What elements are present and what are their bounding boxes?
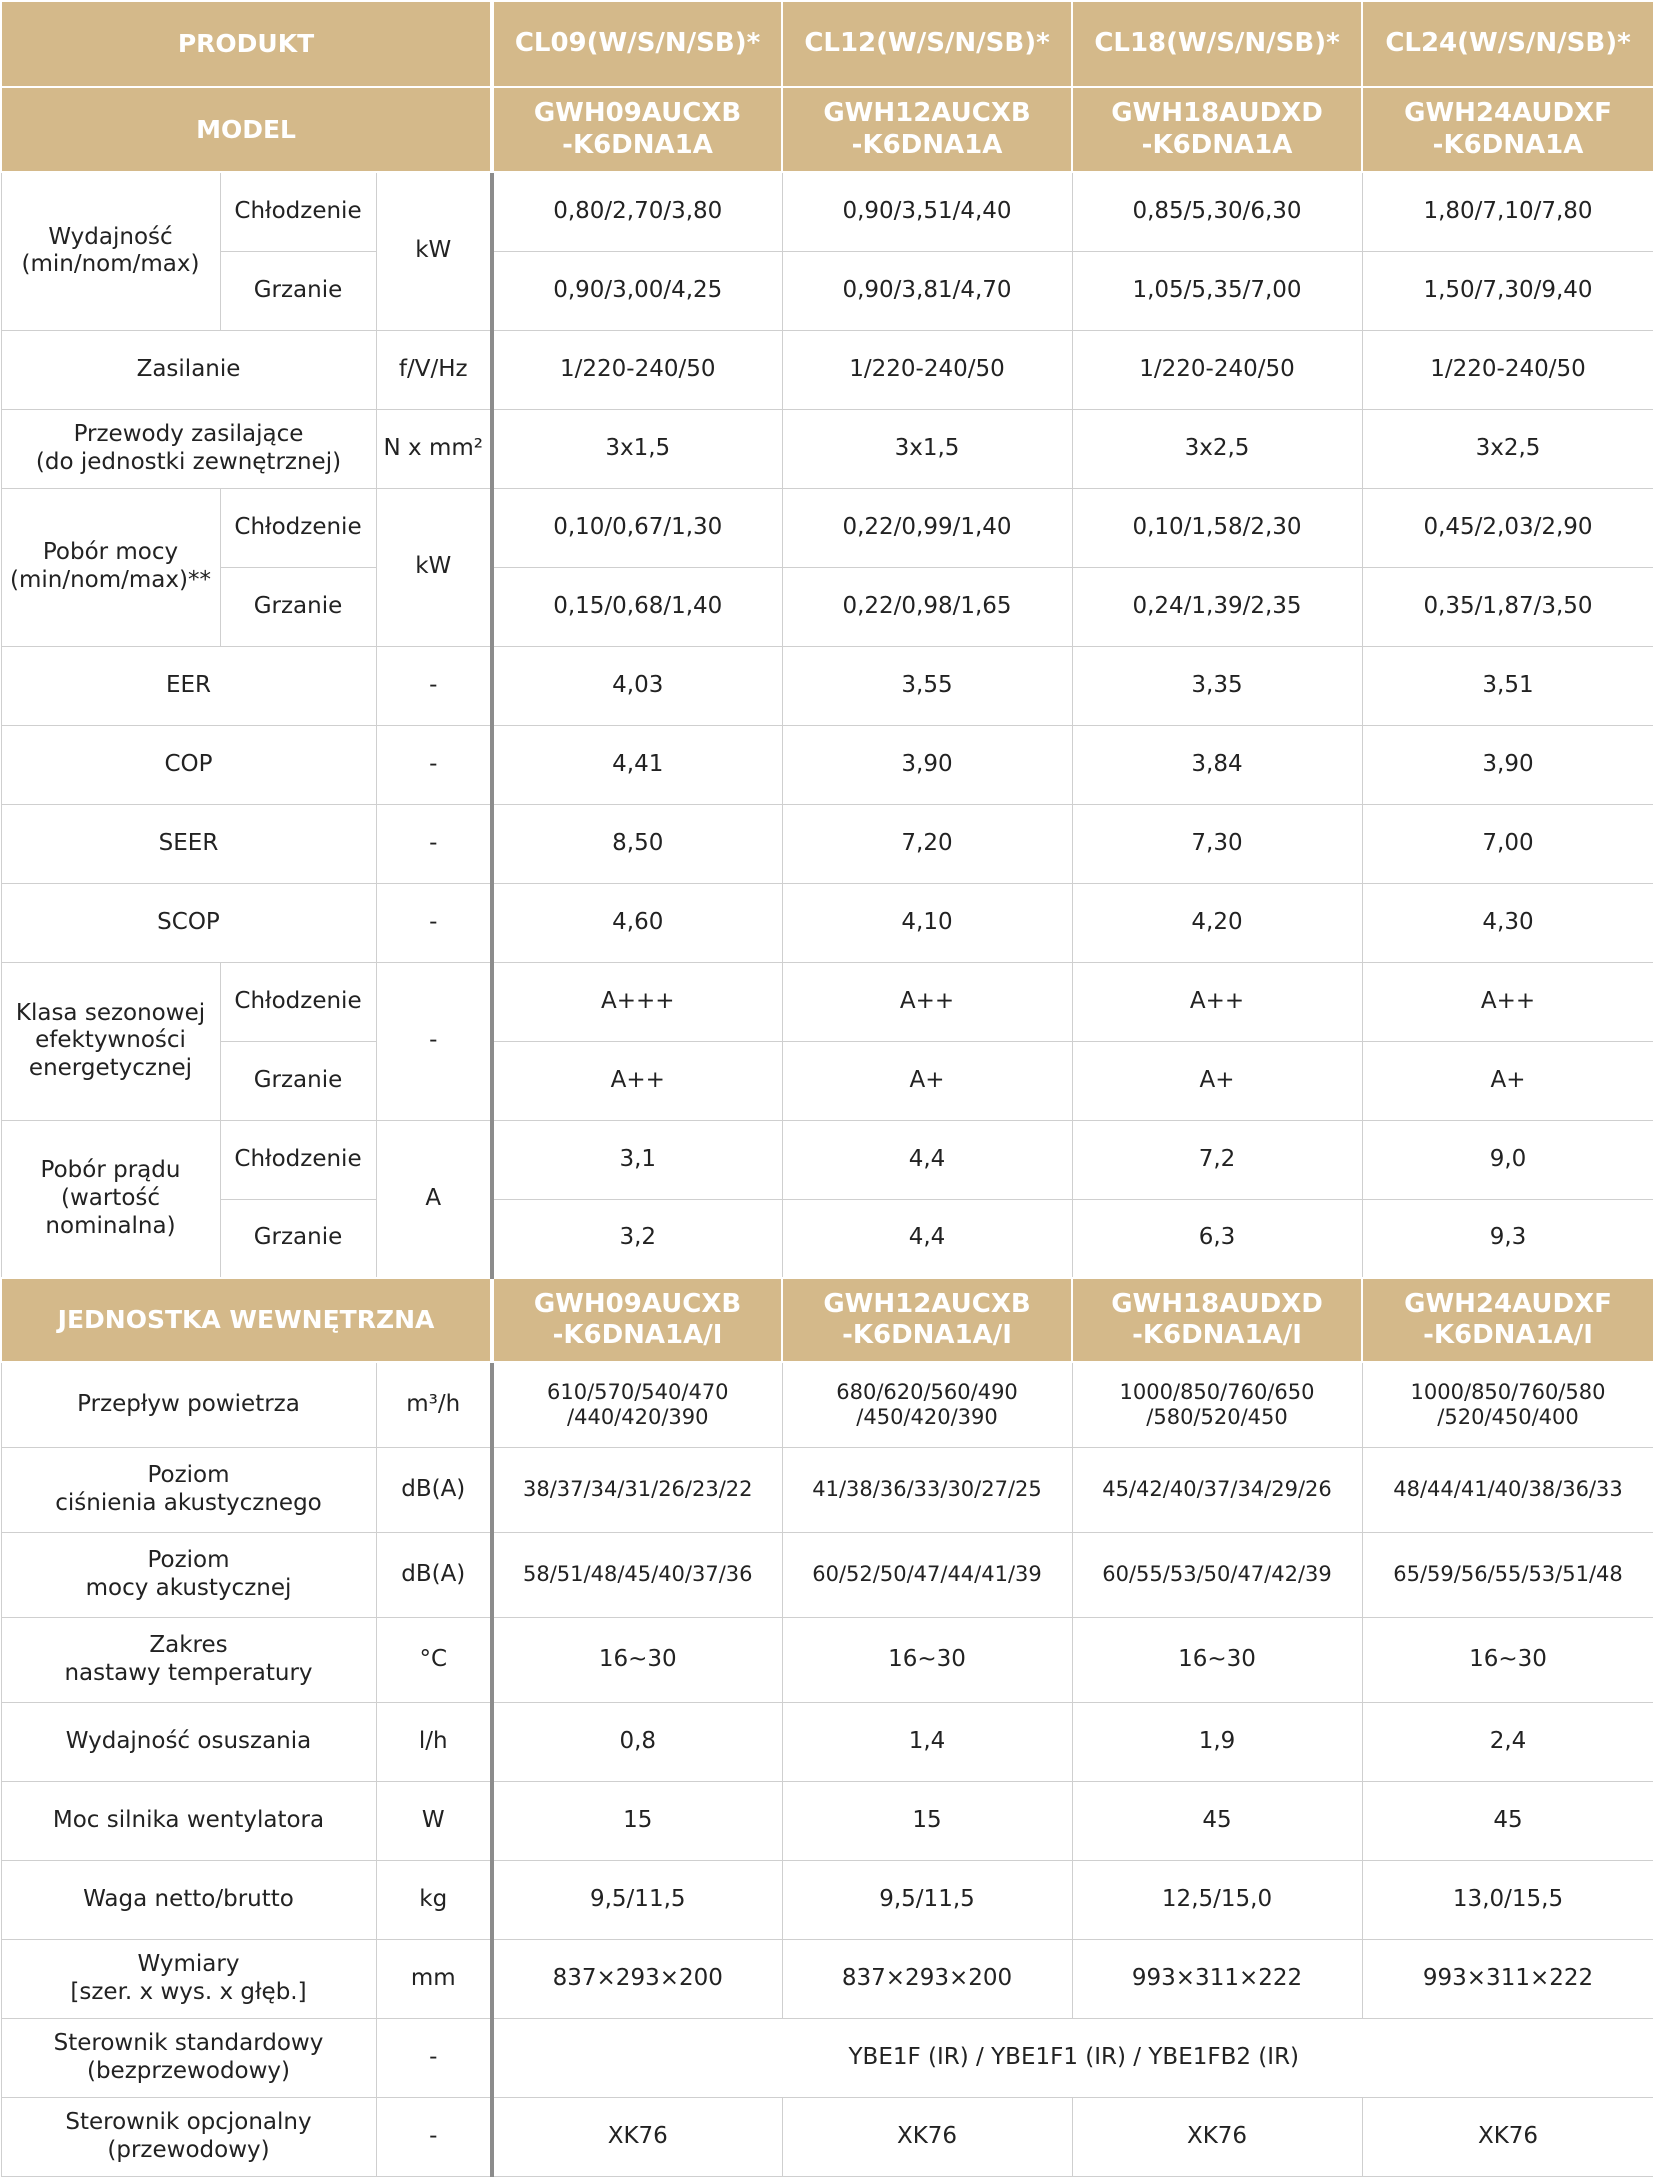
value-cell: 16~30 <box>1072 1617 1362 1702</box>
value-cell: 16~30 <box>782 1617 1072 1702</box>
model-name-line: GWH18AUDXD <box>1111 98 1323 129</box>
row-label-line: Wymiary <box>137 1950 240 1977</box>
value-cell: 2,4 <box>1362 1702 1653 1781</box>
unit-cell: - <box>376 804 492 883</box>
indoor-model-name-line: -K6DNA1A/I <box>1132 1320 1302 1350</box>
table-row <box>1 409 1653 488</box>
value-cell: 837×293×200 <box>492 1939 782 2018</box>
value-cell <box>1362 1362 1653 1447</box>
value-cell: 8,50 <box>492 804 782 883</box>
unit-cell: - <box>376 962 492 1120</box>
value-cell: 3,51 <box>1362 646 1653 725</box>
value-cell: 7,00 <box>1362 804 1653 883</box>
value-cell: A+ <box>1362 1041 1653 1120</box>
value-cell: 993×311×222 <box>1072 1939 1362 2018</box>
value-cell: 0,85/5,30/6,30 <box>1072 172 1362 251</box>
row-label-line: Przewody zasilające <box>73 420 304 447</box>
value-cell-line: /440/420/390 <box>567 1404 709 1429</box>
table-row <box>1 1617 1653 1702</box>
value-cell: 3x2,5 <box>1072 409 1362 488</box>
value-cell <box>1072 1362 1362 1447</box>
value-cell: 0,22/0,98/1,65 <box>782 567 1072 646</box>
value-cell: 7,20 <box>782 804 1072 883</box>
table-row <box>1 725 1653 804</box>
value-cell: 1/220-240/50 <box>492 330 782 409</box>
controller-value: YBE1F (IR) / YBE1F1 (IR) / YBE1FB2 (IR) <box>492 2018 1653 2097</box>
table-row <box>1 1447 1653 1532</box>
value-cell: 12,5/15,0 <box>1072 1860 1362 1939</box>
value-cell: 4,41 <box>492 725 782 804</box>
row-label-line: nominalna) <box>45 1212 176 1239</box>
row-label-line: Pobór prądu <box>40 1157 181 1184</box>
value-cell: 0,10/0,67/1,30 <box>492 488 782 567</box>
value-cell: 3,90 <box>1362 725 1653 804</box>
value-cell-line: 1000/850/760/580 <box>1410 1379 1606 1404</box>
unit-cell: N x mm² <box>376 409 492 488</box>
value-cell: 837×293×200 <box>782 1939 1072 2018</box>
table-row <box>1 1120 1653 1199</box>
value-cell: 3,1 <box>492 1120 782 1199</box>
row-label: Zasilanie <box>1 330 376 409</box>
value-cell: 45/42/40/37/34/29/26 <box>1072 1447 1362 1532</box>
value-cell: A++ <box>492 1041 782 1120</box>
value-cell: XK76 <box>782 2097 1072 2176</box>
table-row <box>1 2097 1653 2176</box>
unit-cell: kW <box>376 488 492 646</box>
row-label-line: energetycznej <box>28 1054 193 1081</box>
row-label <box>1 409 376 488</box>
value-cell-line: /450/420/390 <box>856 1404 998 1429</box>
model-name <box>1072 87 1362 172</box>
value-cell: 41/38/36/33/30/27/25 <box>782 1447 1072 1532</box>
value-cell: A++ <box>782 962 1072 1041</box>
value-cell: A++ <box>1072 962 1362 1041</box>
model-name-line: -K6DNA1A <box>1432 129 1584 160</box>
indoor-model-name-line: GWH24AUDXF <box>1404 1288 1612 1319</box>
row-label <box>1 2018 376 2097</box>
indoor-model-name-line: GWH09AUCXB <box>533 1288 742 1319</box>
value-cell: XK76 <box>1072 2097 1362 2176</box>
row-sublabel: Chłodzenie <box>220 172 376 251</box>
value-cell: 0,10/1,58/2,30 <box>1072 488 1362 567</box>
unit-cell: W <box>376 1781 492 1860</box>
value-cell: XK76 <box>492 2097 782 2176</box>
row-label-line: [szer. x wys. x głęb.] <box>70 1978 307 2005</box>
unit-cell: - <box>376 2018 492 2097</box>
value-cell: 0,90/3,81/4,70 <box>782 251 1072 330</box>
produkt-name: CL09(W/S/N/SB)* <box>492 1 782 87</box>
indoor-model-name-line: -K6DNA1A/I <box>552 1320 723 1350</box>
value-cell: 16~30 <box>492 1617 782 1702</box>
value-cell: 7,30 <box>1072 804 1362 883</box>
value-cell: 1,05/5,35/7,00 <box>1072 251 1362 330</box>
table-row <box>1 804 1653 883</box>
unit-cell: °C <box>376 1617 492 1702</box>
unit-cell: kg <box>376 1860 492 1939</box>
row-sublabel: Chłodzenie <box>220 488 376 567</box>
unit-cell: kW <box>376 172 492 330</box>
row-sublabel: Grzanie <box>220 1199 376 1278</box>
table-row <box>1 1939 1653 2018</box>
indoor-section-header: JEDNOSTKA WEWNĘTRZNA <box>1 1278 492 1362</box>
table-row <box>1 646 1653 725</box>
table-row <box>1 2018 1653 2097</box>
value-cell: 65/59/56/55/53/51/48 <box>1362 1532 1653 1617</box>
value-cell: 45 <box>1072 1781 1362 1860</box>
value-cell: 15 <box>782 1781 1072 1860</box>
row-label-line: (min/nom/max) <box>21 251 200 278</box>
model-name-line: GWH12AUCXB <box>823 98 1031 129</box>
row-sublabel: Chłodzenie <box>220 1120 376 1199</box>
row-label: Moc silnika wentylatora <box>1 1781 376 1860</box>
table-row <box>1 962 1653 1041</box>
row-label-line: Poziom <box>147 1461 230 1488</box>
model-name-line: GWH24AUDXF <box>1404 98 1612 129</box>
produkt-name: CL18(W/S/N/SB)* <box>1072 1 1362 87</box>
value-cell-line: 610/570/540/470 <box>546 1379 729 1404</box>
value-cell: 0,80/2,70/3,80 <box>492 172 782 251</box>
table-row <box>1 883 1653 962</box>
value-cell-line: /520/450/400 <box>1437 1404 1579 1429</box>
value-cell: 0,24/1,39/2,35 <box>1072 567 1362 646</box>
value-cell: 9,3 <box>1362 1199 1653 1278</box>
value-cell: 4,4 <box>782 1199 1072 1278</box>
value-cell: 3,90 <box>782 725 1072 804</box>
model-header: MODEL <box>1 87 492 172</box>
row-sublabel: Grzanie <box>220 567 376 646</box>
value-cell: 0,15/0,68/1,40 <box>492 567 782 646</box>
unit-cell: A <box>376 1120 492 1278</box>
value-cell: 1/220-240/50 <box>782 330 1072 409</box>
value-cell: XK76 <box>1362 2097 1653 2176</box>
unit-cell: mm <box>376 1939 492 2018</box>
row-label <box>1 1617 376 1702</box>
table-row <box>1 1702 1653 1781</box>
row-label <box>1 1447 376 1532</box>
value-cell: 1,9 <box>1072 1702 1362 1781</box>
value-cell: 45 <box>1362 1781 1653 1860</box>
value-cell: 0,22/0,99/1,40 <box>782 488 1072 567</box>
row-label-line: (wartość <box>60 1184 161 1211</box>
value-cell: 7,2 <box>1072 1120 1362 1199</box>
value-cell: 3,84 <box>1072 725 1362 804</box>
model-name-line: -K6DNA1A <box>562 129 713 160</box>
row-label-line: Sterownik standardowy <box>53 2029 324 2056</box>
value-cell: 0,90/3,51/4,40 <box>782 172 1072 251</box>
table-row <box>1 1781 1653 1860</box>
row-label <box>1 172 220 330</box>
row-label-line: (do jednostki zewnętrznej) <box>35 448 342 475</box>
value-cell: 1,50/7,30/9,40 <box>1362 251 1653 330</box>
indoor-model-name-line: -K6DNA1A/I <box>1423 1320 1593 1350</box>
row-label-line: mocy akustycznej <box>85 1574 292 1601</box>
row-label: SEER <box>1 804 376 883</box>
value-cell: 9,5/11,5 <box>782 1860 1072 1939</box>
indoor-model-name <box>492 1278 782 1362</box>
indoor-model-name-line: -K6DNA1A/I <box>842 1320 1012 1350</box>
value-cell: 15 <box>492 1781 782 1860</box>
value-cell: 38/37/34/31/26/23/22 <box>492 1447 782 1532</box>
value-cell: A+ <box>1072 1041 1362 1120</box>
table-row <box>1 1199 1653 1278</box>
row-label <box>1 1532 376 1617</box>
value-cell: 6,3 <box>1072 1199 1362 1278</box>
value-cell: 3,55 <box>782 646 1072 725</box>
value-cell: 3x1,5 <box>782 409 1072 488</box>
value-cell: 4,30 <box>1362 883 1653 962</box>
value-cell: 60/55/53/50/47/42/39 <box>1072 1532 1362 1617</box>
value-cell: 48/44/41/40/38/36/33 <box>1362 1447 1653 1532</box>
row-label <box>1 962 220 1120</box>
value-cell: 0,90/3,00/4,25 <box>492 251 782 330</box>
table-row <box>1 251 1653 330</box>
unit-cell: - <box>376 2097 492 2176</box>
value-cell <box>492 1362 782 1447</box>
unit-cell: - <box>376 725 492 804</box>
model-name <box>782 87 1072 172</box>
model-name-line: GWH09AUCXB <box>533 98 742 129</box>
row-label-line: Poziom <box>147 1546 230 1573</box>
table-row <box>1 1 1653 87</box>
value-cell-line: /580/520/450 <box>1146 1404 1288 1429</box>
value-cell: 4,03 <box>492 646 782 725</box>
row-label-line: ciśnienia akustycznego <box>55 1489 322 1516</box>
unit-cell: - <box>376 883 492 962</box>
row-label-line: Klasa sezonowej <box>15 999 206 1026</box>
unit-cell: dB(A) <box>376 1532 492 1617</box>
indoor-model-name <box>1362 1278 1653 1362</box>
value-cell: 1,80/7,10/7,80 <box>1362 172 1653 251</box>
value-cell: 58/51/48/45/40/37/36 <box>492 1532 782 1617</box>
indoor-model-name <box>1072 1278 1362 1362</box>
unit-cell: f/V/Hz <box>376 330 492 409</box>
value-cell: 16~30 <box>1362 1617 1653 1702</box>
row-label <box>1 1120 220 1278</box>
table-row <box>1 1532 1653 1617</box>
row-label-line: Pobór mocy <box>42 539 179 566</box>
value-cell: A++ <box>1362 962 1653 1041</box>
indoor-model-name-line: GWH12AUCXB <box>823 1288 1031 1319</box>
value-cell-line: 1000/850/760/650 <box>1119 1379 1315 1404</box>
row-label-line: nastawy temperatury <box>64 1659 313 1686</box>
produkt-name: CL24(W/S/N/SB)* <box>1362 1 1653 87</box>
value-cell: 3x1,5 <box>492 409 782 488</box>
row-sublabel: Grzanie <box>220 251 376 330</box>
value-cell: 13,0/15,5 <box>1362 1860 1653 1939</box>
value-cell <box>782 1362 1072 1447</box>
table-row <box>1 1860 1653 1939</box>
table-row <box>1 1278 1653 1362</box>
table-row <box>1 1041 1653 1120</box>
table-row <box>1 488 1653 567</box>
row-sublabel: Grzanie <box>220 1041 376 1120</box>
row-label: EER <box>1 646 376 725</box>
row-label: COP <box>1 725 376 804</box>
unit-cell: - <box>376 646 492 725</box>
table-row <box>1 1362 1653 1447</box>
value-cell: A+ <box>782 1041 1072 1120</box>
produkt-header: PRODUKT <box>1 1 492 87</box>
model-name <box>1362 87 1653 172</box>
row-sublabel: Chłodzenie <box>220 962 376 1041</box>
indoor-model-name-line: GWH18AUDXD <box>1111 1288 1323 1319</box>
row-label-line: (min/nom/max)** <box>10 567 211 593</box>
value-cell-line: 680/620/560/490 <box>836 1379 1018 1404</box>
indoor-model-name <box>782 1278 1072 1362</box>
value-cell: 0,8 <box>492 1702 782 1781</box>
value-cell: 3,2 <box>492 1199 782 1278</box>
table-row <box>1 172 1653 251</box>
produkt-name: CL12(W/S/N/SB)* <box>782 1 1072 87</box>
table-row <box>1 87 1653 172</box>
value-cell: 9,5/11,5 <box>492 1860 782 1939</box>
value-cell: 1,4 <box>782 1702 1072 1781</box>
value-cell: 60/52/50/47/44/41/39 <box>782 1532 1072 1617</box>
row-label-line: (bezprzewodowy) <box>86 2057 291 2084</box>
model-name-line: -K6DNA1A <box>1141 129 1293 160</box>
row-label: Waga netto/brutto <box>1 1860 376 1939</box>
row-label <box>1 1939 376 2018</box>
value-cell: 0,35/1,87/3,50 <box>1362 567 1653 646</box>
row-label-line: Zakres <box>149 1631 228 1658</box>
row-label: SCOP <box>1 883 376 962</box>
value-cell: 3x2,5 <box>1362 409 1653 488</box>
value-cell: 3,35 <box>1072 646 1362 725</box>
value-cell: 4,10 <box>782 883 1072 962</box>
model-name-line: -K6DNA1A <box>851 129 1003 160</box>
row-label <box>1 2097 376 2176</box>
value-cell: 4,60 <box>492 883 782 962</box>
model-name <box>492 87 782 172</box>
row-label-line: Sterownik opcjonalny <box>65 2108 312 2135</box>
table-row <box>1 330 1653 409</box>
unit-cell: l/h <box>376 1702 492 1781</box>
row-label-line: efektywności <box>35 1027 186 1054</box>
value-cell: 1/220-240/50 <box>1362 330 1653 409</box>
table-row <box>1 567 1653 646</box>
value-cell: 1/220-240/50 <box>1072 330 1362 409</box>
value-cell: A+++ <box>492 962 782 1041</box>
row-label-line: (przewodowy) <box>107 2136 270 2163</box>
row-label-line: Wydajność <box>48 223 173 250</box>
value-cell: 993×311×222 <box>1362 1939 1653 2018</box>
value-cell: 9,0 <box>1362 1120 1653 1199</box>
row-label: Wydajność osuszania <box>1 1702 376 1781</box>
unit-cell: dB(A) <box>376 1447 492 1532</box>
value-cell: 4,4 <box>782 1120 1072 1199</box>
value-cell: 0,45/2,03/2,90 <box>1362 488 1653 567</box>
row-label: Przepływ powietrza <box>1 1362 376 1447</box>
value-cell: 4,20 <box>1072 883 1362 962</box>
unit-cell: m³/h <box>376 1362 492 1447</box>
row-label <box>1 488 220 646</box>
